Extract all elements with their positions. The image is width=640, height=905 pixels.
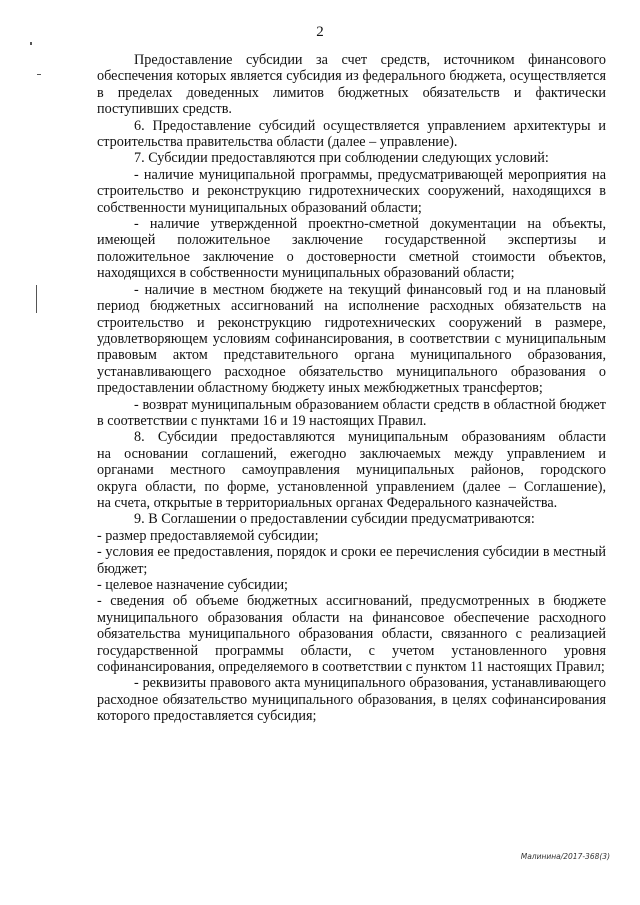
condition-refund: - возврат муниципальным образованием области средств в областной бюджет в соответствии с пунктами 16 и 19 настоящих Правил.: [97, 396, 606, 429]
item-purpose: - целевое назначение субсидии;: [97, 577, 288, 593]
paragraph-8: [97, 429, 606, 511]
paragraph-8-line: 8. Субсидии предоставляются муниципальным образованиям области: [134, 429, 606, 446]
paragraph-6: 6. Предоставление субсидий осуществляется управлением архитектуры и строительства правительства области (далее – управление).: [97, 117, 606, 151]
item-subsidy-amount: - размер предоставляемой субсидии;: [97, 527, 319, 544]
paragraph-8-line: округа области, по форме, установленной управлением (далее – Соглашение),: [97, 478, 606, 495]
paragraph-8-line: на основании соглашений, ежегодно заключаемых между управлением и: [97, 445, 606, 462]
paragraph-funding-source: Предоставление субсидии за счет средств, источником финансового обеспечения которых является субсидия из федерального бюджета, осуществляется в пределах доведенных лимитов бюджетных обязательств и фактически поступивших средств.: [97, 52, 606, 118]
condition-budget-allocations: - наличие в местном бюджете на текущий финансовый год и на плановый период бюджетных ассигнований на исполнение расходных обязательств на строительство и реконструкцию гидротехнических сооружений в размере, удовлетворяющем условиям софинансирования, в соответствии с муниципальным правовым актом представительного органа муниципального образования, устанавливающего расходное обязательство муниципального образования о предоставлении областному бюджету иных межбюджетных трансфертов;: [97, 281, 606, 397]
item-budget-allocations: - сведения об объеме бюджетных ассигнований, предусмотренных в бюджете муниципального образования области на финансовое обеспечение расходного обязательства муниципального образования области, связанного с реализацией государственной программы области, с учетом установленного уровня софинансирования, определяемого в соответствии с пунктом 11 настоящих Правил;: [97, 593, 606, 676]
margin-mark-dash: [37, 74, 41, 75]
item-transfer-conditions: - условия ее предоставления, порядок и сроки ее перечисления субсидии в местный бюджет;: [97, 544, 606, 577]
footer-reference: Малинина/2017-368(3): [520, 852, 610, 861]
paragraph-7: 7. Субсидии предоставляются при соблюдении следующих условий:: [134, 150, 549, 167]
paragraph-9: 9. В Соглашении о предоставлении субсидии предусматриваются:: [134, 511, 535, 528]
condition-municipal-program: - наличие муниципальной программы, предусматривающей мероприятия на строительство и реконструкцию гидротехнических сооружений, находящихся в собственности муниципальных образований области;: [97, 166, 606, 216]
page-number: 2: [316, 24, 324, 40]
condition-design-documentation: - наличие утвержденной проектно-сметной документации на объекты, имеющей положительное заключение государственной экспертизы и положительное заключение о достоверности сметной стоимости объектов, находящихся в собственности муниципальных образований области;: [97, 216, 606, 282]
margin-mark-line: [36, 285, 37, 313]
item-legal-act-details: - реквизиты правового акта муниципального образования, устанавливающего расходное обязательство муниципального образования, в целях софинансирования которого предоставляется субсидия;: [97, 675, 606, 725]
paragraph-8-line: органами местного самоуправления муниципальных районов, городского: [97, 462, 606, 479]
document-body: [97, 52, 606, 725]
paragraph-8-line: на счета, открытые в территориальных органах Федерального казначейства.: [97, 494, 558, 511]
margin-mark-dot: [30, 42, 32, 45]
